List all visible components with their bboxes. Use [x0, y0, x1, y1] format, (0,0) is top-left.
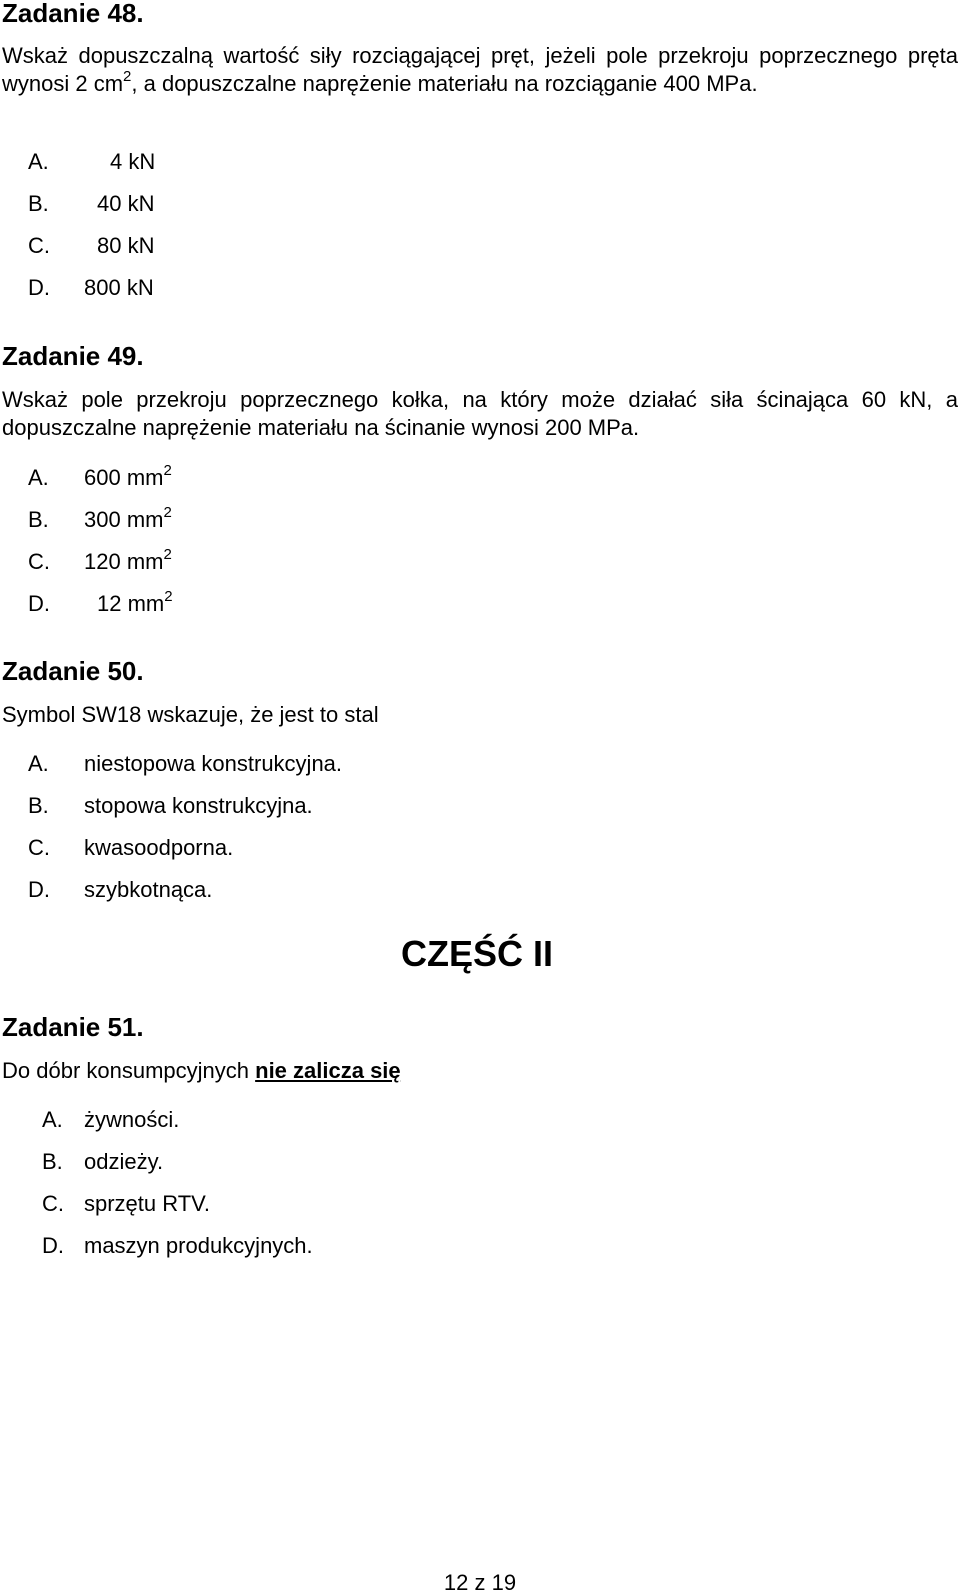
option-value: maszyn produkcyjnych.: [84, 1233, 313, 1258]
option-letter: C.: [28, 835, 50, 860]
option-value: [84, 545, 172, 576]
option-value: [84, 503, 172, 534]
task-49-question: Wskaż pole przekroju poprzecznego kołka, na który może działać siła ścinająca 60 kN, a dopuszczalne naprężenie materiału na ścinanie wynosi 200 MPa.: [2, 387, 958, 440]
task-48-question-part2: , a dopuszczalne naprężenie materiału na rozciąganie 400 MPa.: [131, 71, 758, 96]
task-48-question-part1: Wskaż dopuszczalną wartość siły rozciągającej pręt, jeżeli pole przekroju poprzecznego pręta wynosi 2 cm: [2, 43, 958, 96]
task-48-question: [2, 42, 958, 98]
option-letter: D.: [28, 275, 50, 300]
task-51-question-emphasis: nie zalicza się: [255, 1058, 401, 1083]
option-letter: D.: [28, 877, 50, 902]
option-letter: B.: [28, 793, 49, 818]
option-value: kwasoodporna.: [84, 835, 234, 860]
task-48-title: Zadanie 48.: [2, 0, 144, 28]
option-letter: B.: [42, 1149, 63, 1174]
option-value: 40 kN: [97, 191, 155, 216]
option-value-superscript: 2: [163, 503, 172, 521]
option-value: stopowa konstrukcyjna.: [84, 793, 313, 818]
task-50-question: Symbol SW18 wskazuje, że jest to stal: [2, 702, 379, 727]
option-value-text: 120 mm: [84, 549, 164, 574]
option-letter: B.: [28, 191, 49, 216]
option-letter: A.: [28, 751, 49, 776]
option-value-superscript: 2: [163, 545, 172, 563]
option-letter: C.: [28, 233, 50, 258]
task-51-question: [2, 1057, 958, 1085]
option-letter: A.: [28, 149, 49, 174]
option-value-text: 12 mm: [97, 591, 165, 616]
option-value-superscript: 2: [164, 587, 173, 605]
option-value: [84, 461, 172, 492]
option-value-text: 600 mm: [84, 465, 164, 490]
option-letter: D.: [42, 1233, 64, 1258]
task-51-title: Zadanie 51.: [2, 1012, 144, 1042]
option-value: szybkotnąca.: [84, 877, 213, 902]
part-title: CZĘŚĆ II: [401, 933, 554, 974]
option-value: 80 kN: [97, 233, 155, 258]
task-51-question-text: Do dóbr konsumpcyjnych: [2, 1058, 256, 1083]
option-value: sprzętu RTV.: [84, 1191, 210, 1216]
option-value: odzieży.: [84, 1149, 164, 1174]
option-value: 800 kN: [84, 275, 154, 300]
task-49-title: Zadanie 49.: [2, 341, 144, 371]
task-50-title: Zadanie 50.: [2, 656, 144, 686]
option-value: 4 kN: [110, 149, 156, 174]
option-value-superscript: 2: [163, 461, 172, 479]
page-number: 12 z 19: [443, 1570, 517, 1595]
option-letter: A.: [42, 1107, 63, 1132]
option-value-text: 300 mm: [84, 507, 164, 532]
task-48-question-superscript: 2: [123, 67, 132, 85]
option-letter: B.: [28, 507, 49, 532]
option-letter: C.: [42, 1191, 64, 1216]
option-value: [97, 587, 173, 618]
option-letter: D.: [28, 591, 50, 616]
option-letter: A.: [28, 465, 49, 490]
option-value: niestopowa konstrukcyjna.: [84, 751, 343, 776]
option-value: żywności.: [84, 1107, 180, 1132]
option-letter: C.: [28, 549, 50, 574]
